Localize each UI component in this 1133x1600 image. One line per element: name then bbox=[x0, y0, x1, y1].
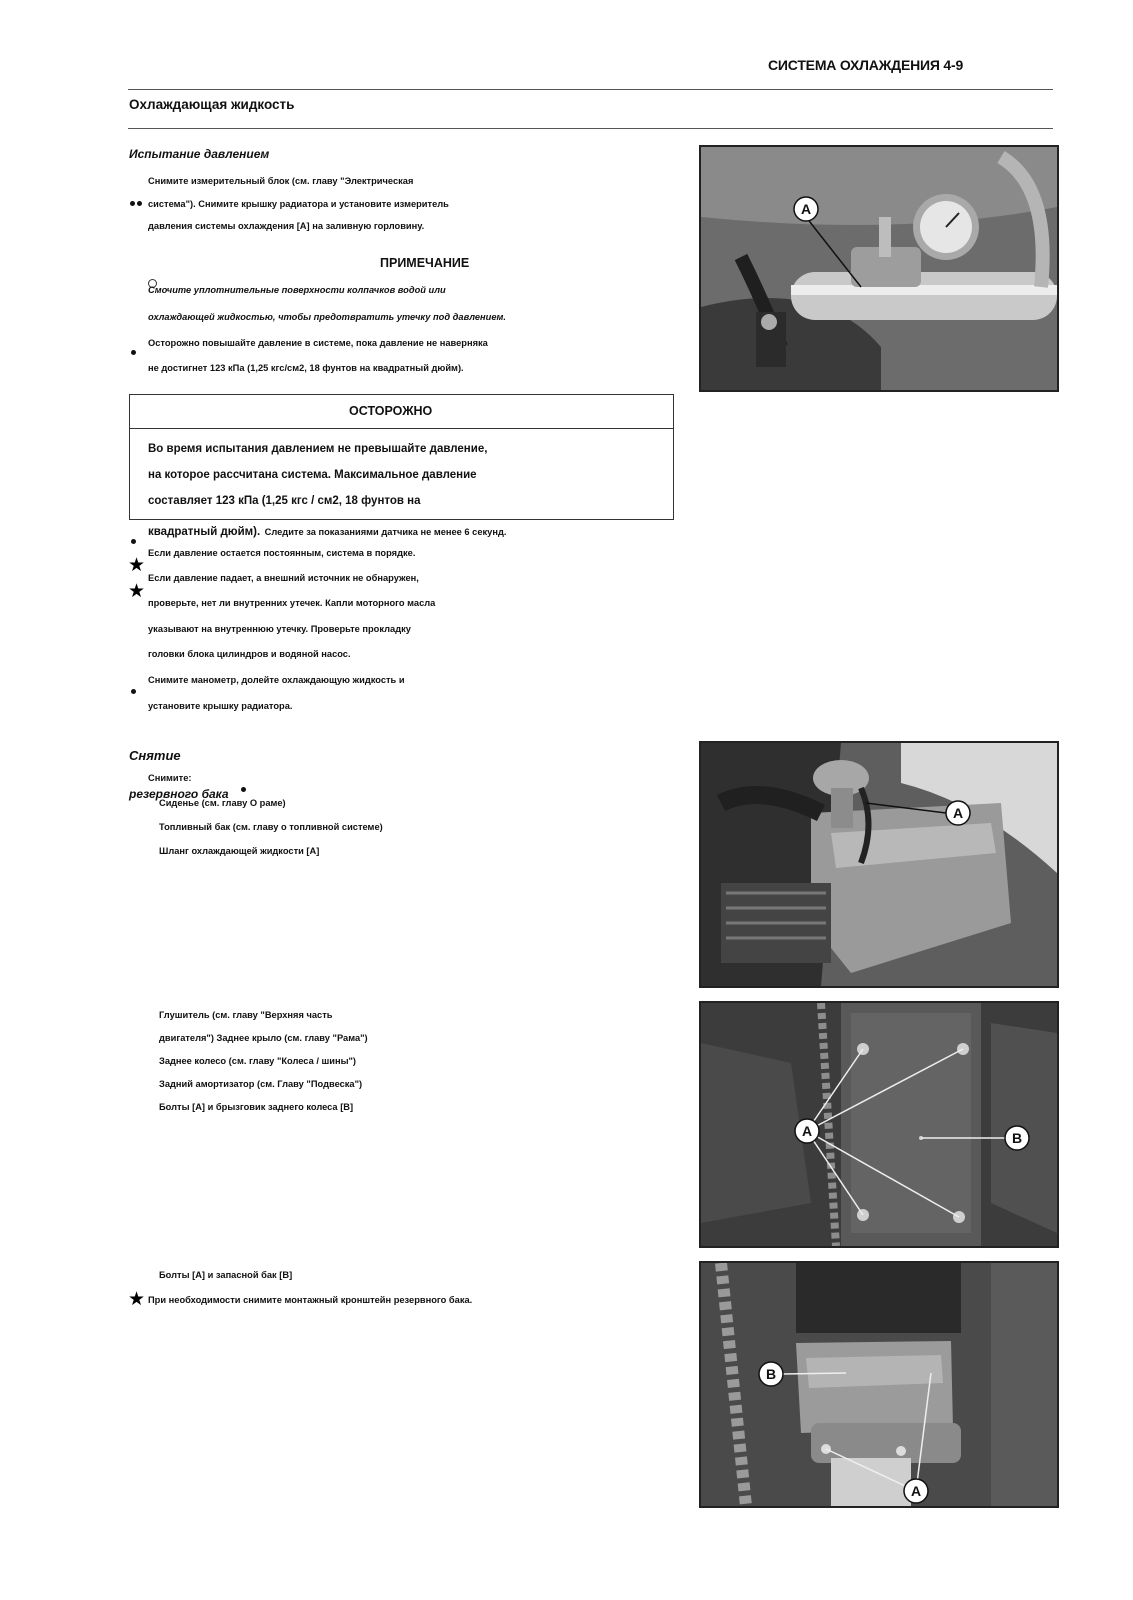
warning-divider bbox=[130, 428, 673, 429]
step1-line: давления системы охлаждения [A] на заливную горловину. bbox=[148, 221, 425, 231]
removal-heading: Снятие bbox=[129, 748, 181, 763]
star-note: При необходимости снимите монтажный кронштейн резервного бака. bbox=[148, 1295, 473, 1305]
figure-label: A bbox=[801, 1123, 813, 1139]
figure-reserve-tank bbox=[699, 1261, 1059, 1508]
remove-item: Шланг охлаждающей жидкости [A] bbox=[159, 846, 320, 856]
step2-line: Осторожно повышайте давление в системе, пока давление не наверняка bbox=[148, 338, 488, 348]
note-line: охлаждающей жидкостью, чтобы предотвратить утечку под давлением. bbox=[148, 312, 506, 322]
section-title: СИСТЕМА ОХЛАЖДЕНИЯ 4-9 bbox=[768, 57, 964, 73]
remove-item: Болты [A] и брызговик заднего колеса [B] bbox=[159, 1102, 354, 1112]
figure-coolant-hose bbox=[699, 741, 1059, 988]
warning-line: Во время испытания давлением не превышайте давление, bbox=[148, 443, 488, 455]
figure-label: B bbox=[765, 1366, 777, 1382]
warning-title: ОСТОРОЖНО bbox=[349, 404, 433, 418]
figure-rear-flap bbox=[699, 1001, 1059, 1248]
remove-item: Болты [A] и запасной бак [B] bbox=[159, 1270, 293, 1280]
remove-item: Сиденье (см. главу О раме) bbox=[159, 798, 286, 808]
step2-line: не достигнет 123 кПа (1,25 кгс/см2, 18 фунтов на квадратный дюйм). bbox=[148, 363, 464, 373]
bullet-icon bbox=[131, 539, 136, 544]
warning-line: составляет 123 кПа (1,25 кгс / см2, 18 фунтов на bbox=[148, 495, 421, 507]
warning-line: на которое рассчитана система. Максимальное давление bbox=[148, 469, 477, 481]
drop-line: проверьте, нет ли внутренних утечек. Капли моторного масла bbox=[148, 598, 436, 608]
bullet-icon bbox=[241, 787, 246, 792]
ok-line: Если давление остается постоянным, система в порядке. bbox=[148, 548, 416, 558]
page-heading: Охлаждающая жидкость bbox=[129, 97, 295, 112]
warning-box bbox=[129, 394, 674, 520]
pressure-test-heading: Испытание давлением bbox=[129, 147, 270, 161]
bullet-icon bbox=[131, 350, 136, 355]
note-title: ПРИМЕЧАНИЕ bbox=[380, 256, 470, 270]
remove-label: Снимите: bbox=[148, 773, 192, 783]
step1-line: система"). Снимите крышку радиатора и установите измеритель bbox=[148, 199, 449, 209]
star-icon: ★ bbox=[128, 555, 146, 576]
figure-label: A bbox=[910, 1483, 922, 1499]
remove-item: Топливный бак (см. главу о топливной системе) bbox=[159, 822, 383, 832]
remove-item: Глушитель (см. главу "Верхняя часть bbox=[159, 1010, 333, 1020]
bullet-icon bbox=[137, 201, 142, 206]
heading-rule bbox=[128, 128, 1053, 129]
bullet-icon bbox=[130, 201, 135, 206]
remove-item: Заднее колесо (см. главу "Колеса / шины") bbox=[159, 1056, 357, 1066]
star-icon: ★ bbox=[128, 581, 146, 602]
warning-tail-row bbox=[148, 522, 506, 540]
drop-line: головки блока цилиндров и водяной насос. bbox=[148, 649, 351, 659]
figure-label: B bbox=[1011, 1130, 1023, 1146]
drop-line: Если давление падает, а внешний источник не обнаружен, bbox=[148, 573, 419, 583]
watch-text: Следите за показаниями датчика не менее 6 секунд. bbox=[264, 527, 507, 537]
warning-tail: квадратный дюйм). bbox=[148, 526, 261, 538]
step1-line: Снимите измерительный блок (см. главу "Электрическая bbox=[148, 176, 414, 186]
star-icon: ★ bbox=[128, 1289, 146, 1310]
figure-pressure-tester bbox=[699, 145, 1059, 392]
bullet-icon bbox=[131, 689, 136, 694]
header-rule bbox=[128, 89, 1053, 90]
final-line: установите крышку радиатора. bbox=[148, 701, 293, 711]
drop-line: указывают на внутреннюю утечку. Проверьте прокладку bbox=[148, 624, 411, 634]
figure-label: A bbox=[800, 201, 812, 217]
figure-label: A bbox=[952, 805, 964, 821]
remove-item: двигателя") Заднее крыло (см. главу "Рама") bbox=[159, 1033, 368, 1043]
removal-subheading: резервного бака bbox=[129, 787, 229, 801]
note-line: Смочите уплотнительные поверхности колпачков водой или bbox=[148, 285, 446, 295]
final-line: Снимите манометр, долейте охлаждающую жидкость и bbox=[148, 675, 405, 685]
remove-item: Задний амортизатор (см. Главу "Подвеска") bbox=[159, 1079, 363, 1089]
